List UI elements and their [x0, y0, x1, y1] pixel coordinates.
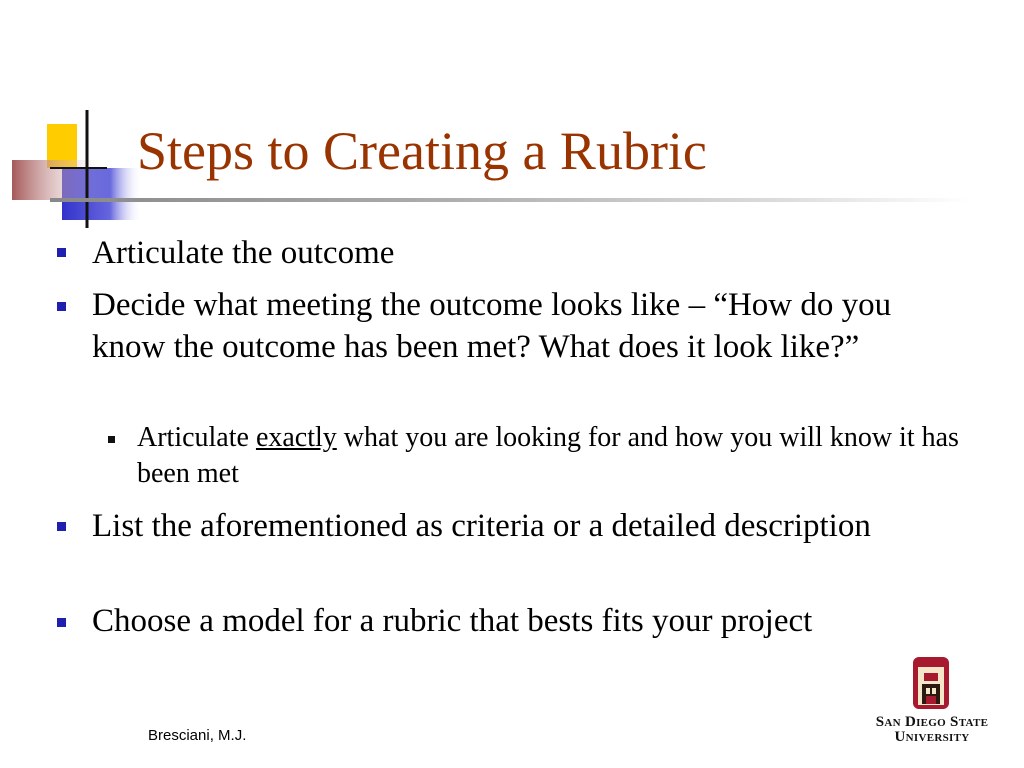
- bullet-marker: [57, 248, 66, 257]
- sub-bullet-text-after: what you are looking for and how you will know it has been met: [137, 422, 959, 489]
- logo-text-line2: University: [894, 729, 970, 745]
- sub-bullet-text-before: Articulate: [137, 422, 256, 453]
- sub-bullet-marker: [108, 436, 115, 443]
- bullet-marker: [57, 618, 66, 627]
- bullet-text: List the aforementioned as criteria or a detailed description: [92, 508, 871, 544]
- title-underline: [50, 198, 970, 202]
- bullet-text: Choose a model for a rubric that bests fits your project: [92, 603, 813, 639]
- bullet-text: Articulate the outcome: [92, 235, 395, 271]
- corner-ornament-icon: [0, 0, 160, 240]
- bullet-marker: [57, 522, 66, 531]
- sub-bullet-text: [137, 420, 967, 492]
- footer-author: Bresciani, M.J.: [148, 727, 247, 744]
- sub-bullet-underlined-word: exactly: [255, 422, 337, 453]
- bullet-marker: [57, 302, 66, 311]
- logo-text-line1: San Diego State: [875, 714, 989, 730]
- slide-title: Steps to Creating a Rubric: [137, 121, 707, 181]
- bullet-text: Decide what meeting the outcome looks like – “How do you know the outcome has been met? What does it look like?”: [92, 287, 892, 365]
